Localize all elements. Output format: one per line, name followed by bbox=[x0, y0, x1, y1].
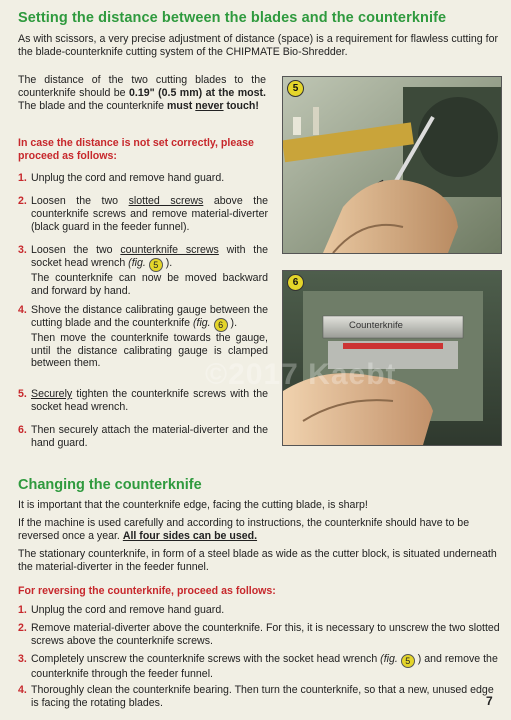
reverse-paragraph bbox=[18, 517, 502, 543]
watermark: ©2017 Kaebt bbox=[205, 358, 397, 391]
step-text-pre: Loosen the two bbox=[31, 195, 129, 207]
step-text: Unplug the cord and remove hand guard. bbox=[31, 604, 225, 616]
warning-heading: In case the distance is not set correctly, please proceed as follows: bbox=[18, 137, 254, 162]
step-text-extra: The counterknife can now be moved backward and forward by hand. bbox=[31, 271, 268, 297]
step-number: 4. bbox=[18, 684, 27, 696]
figure-ref-end: ) and remove the counterknife through the feeder funnel. bbox=[31, 653, 498, 680]
reverse-step-1 bbox=[18, 604, 502, 617]
intro-paragraph: As with scissors, a very precise adjustment of distance (space) is a requirement for flawless cutting for the blade-counterknife cutting system of the CHIPMATE Bio-Shredder. bbox=[18, 33, 498, 58]
figure-ref-end: ). bbox=[165, 256, 173, 269]
step-number: 3. bbox=[18, 653, 27, 665]
photo-6-number-badge: 6 bbox=[287, 274, 304, 291]
step-text: Remove material-diverter above the counterknife. For this, it is necessary to unscrew the two slotted screws above the counterknife screws. bbox=[31, 622, 500, 647]
photo-5-illustration bbox=[283, 77, 501, 253]
step-text-post: with the socket head wrench bbox=[31, 244, 268, 269]
step-text: Unplug the cord and remove hand guard. bbox=[31, 172, 225, 184]
figure-ref: (fig. bbox=[380, 653, 398, 665]
counterknife-label: Counterknife bbox=[349, 320, 403, 331]
reverse-step-2 bbox=[18, 622, 502, 648]
reverse-step-4 bbox=[18, 684, 502, 710]
figure-ref-end: ). bbox=[230, 316, 238, 329]
distance-text-a: The distance of the two cutting blades to the counterknife should be bbox=[18, 74, 266, 99]
reverse-text: If the machine is used carefully and according to instructions, the counterknife should have to be reversed once a year. bbox=[18, 517, 470, 542]
step-number: 1. bbox=[18, 604, 27, 616]
location-paragraph: The stationary counterknife, in form of a steel blade as wide as the cutter block, is situated underneath the material-diverter in the feeder funnel. bbox=[18, 548, 497, 573]
page-number: 7 bbox=[486, 694, 493, 708]
step-text: Then securely attach the material-diverter and the hand guard. bbox=[31, 424, 268, 449]
must-text: must bbox=[167, 100, 193, 112]
figure-number-badge: 5 bbox=[149, 258, 163, 272]
step-number: 1. bbox=[18, 172, 27, 184]
section-title-blade-distance: Setting the distance between the blades and the counterknife bbox=[18, 10, 447, 26]
step-text bbox=[31, 653, 502, 681]
photo-5-number-badge: 5 bbox=[287, 80, 304, 97]
securely-term: Securely bbox=[31, 388, 73, 400]
step-number: 3. bbox=[18, 244, 27, 256]
slotted-screws-term: slotted screws bbox=[128, 195, 204, 207]
step-number: 5. bbox=[18, 388, 27, 400]
step-text-pre: Loosen the two bbox=[31, 244, 121, 256]
four-sides-text: All four sides can be used. bbox=[122, 530, 258, 542]
distance-paragraph bbox=[18, 74, 266, 113]
step-text-post: above the counterknife screws and remove material-diverter (black guard in the feeder funnel). bbox=[31, 195, 268, 233]
step-number: 2. bbox=[18, 622, 27, 634]
section-title-changing-counterknife: Changing the counterknife bbox=[18, 477, 202, 493]
step-text-pre: Shove the distance calibrating gauge between the cutting blade and the counterknife bbox=[31, 304, 268, 329]
distance-value: 0.19" (0.5 mm) at the most. bbox=[129, 87, 266, 99]
reversing-subheading: For reversing the counterknife, proceed as follows: bbox=[18, 585, 276, 597]
distance-text-c: The blade and the counterknife bbox=[18, 100, 168, 112]
counterknife-screws-term: counterknife screws bbox=[120, 244, 219, 256]
step-6 bbox=[18, 424, 268, 450]
step-number: 4. bbox=[18, 304, 27, 316]
figure-number-badge: 6 bbox=[214, 318, 228, 332]
step-number: 2. bbox=[18, 195, 27, 207]
touch-text: touch! bbox=[223, 100, 259, 112]
sharp-edge-paragraph: It is important that the counterknife edge, facing the cutting blade, is sharp! bbox=[18, 499, 368, 511]
step-text bbox=[31, 244, 268, 297]
step-text-extra: Then move the counterknife towards the gauge, until the distance calibrating gauge is clamped between them. bbox=[31, 331, 268, 370]
step-2 bbox=[18, 195, 268, 233]
step-3 bbox=[18, 244, 268, 297]
reverse-step-3 bbox=[18, 653, 502, 681]
figure-ref: (fig. bbox=[128, 256, 146, 269]
step-number: 6. bbox=[18, 424, 27, 436]
photo-figure-5 bbox=[282, 76, 502, 254]
step-text-post: tighten the counterknife screws with the socket head wrench. bbox=[31, 388, 268, 413]
step-text-pre: Completely unscrew the counterknife screws with the socket head wrench bbox=[31, 653, 381, 665]
never-text: never bbox=[195, 100, 224, 112]
step-text bbox=[31, 195, 268, 233]
figure-number-badge: 5 bbox=[401, 654, 415, 668]
step-1 bbox=[18, 172, 268, 185]
step-text: Thoroughly clean the counterknife bearing. Then turn the counterknife, so that a new, unused edge is facing the rotating blades. bbox=[31, 684, 494, 709]
figure-ref: (fig. bbox=[192, 316, 211, 329]
